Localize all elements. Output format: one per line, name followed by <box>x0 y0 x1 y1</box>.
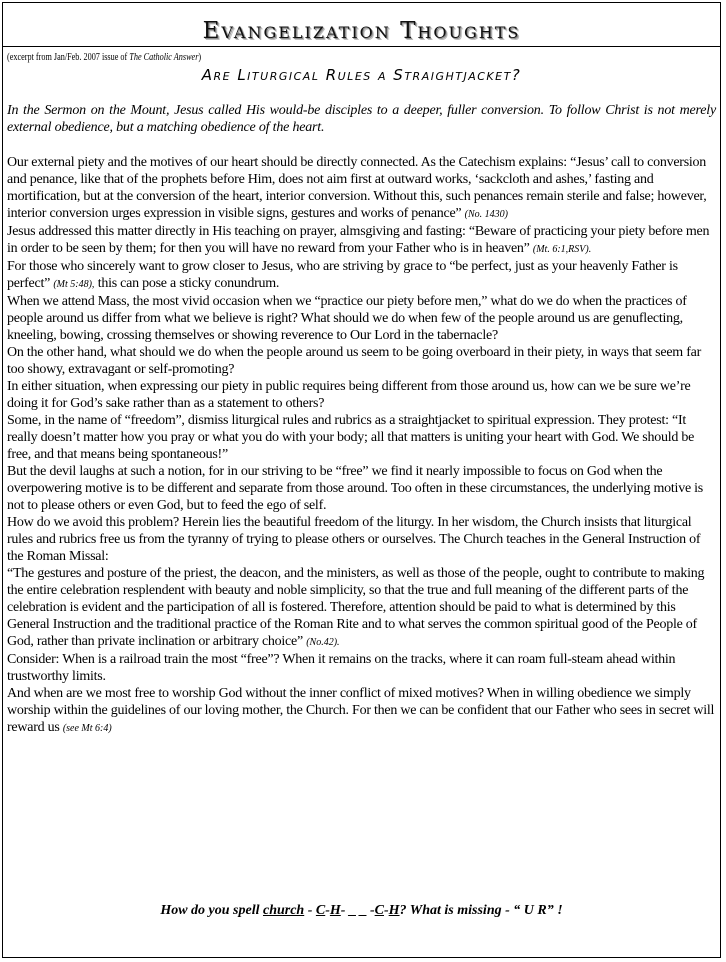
article-body <box>7 154 716 737</box>
excerpt-suffix: ) <box>198 52 202 63</box>
masthead <box>3 3 720 47</box>
article-paragraph: But the devil laughs at such a notion, for in our striving to be “free” we find it nearly impossible to focus on God when the overpowering motive is to be different and separate from those around. Too often in these circumstances, the underlying motive is not to please others or even God, but to feed the ego of self. <box>7 464 703 513</box>
article-paragraph: In either situation, when expressing our piety in public requires being different from those around us, how can we be sure we’re doing it for God’s sake rather than as a statement to others? <box>7 379 691 411</box>
article-paragraph: “The gestures and posture of the priest, the deacon, and the ministers, as well as those of the people, ought to contribute to making the entire celebration resplendent with beauty and noble simplicity, so that the true and full meaning of the different parts of the celebration is evident and the participation of all is fostered. Therefore, attention should be paid to what is determined by this General Instruction and the traditional practice of the Roman Rite and to what serves the common spiritual good of the People of God, rather than private inclination or arbitrary choice” (No.42). <box>7 566 705 649</box>
article-paragraph: On the other hand, what should we do when the people around us seem to be going overboard in their piety, in ways that seem far too showy, extravagant or self-promoting? <box>7 345 701 377</box>
excerpt-source: The Catholic Answer <box>129 52 199 63</box>
article-title: Are Liturgical Rules a Straightjacket? <box>201 66 522 84</box>
article-paragraph: When we attend Mass, the most vivid occasion when we “practice our piety before men,” what do we do when the practices of people around us differ from what we believe is right? What should we do when few of the people around us are genuflecting, kneeling, bowing, crossing themselves or showing reverence to Our Lord in the tabernacle? <box>7 294 687 343</box>
article-content <box>3 47 720 737</box>
article-paragraph: Our external piety and the motives of our heart should be directly connected. As the Catechism explains: “Jesus’ call to conversion and penance, like that of the prophets before Him, does not aim first at outward works, ‘sackcloth and ashes,’ fasting and mortification, but at the conversion of the heart, interior conversion. Without this, such penances remain sterile and false; however, interior conversion urges expression in visible signs, gestures and works of penance” (No. 1430) <box>7 155 707 221</box>
article-paragraph: And when are we most free to worship God without the inner conflict of mixed motives? When in willing obedience we simply worship within the guidelines of our loving mother, the Church. For then we can be confident that our Father who sees in secret will reward us (see Mt 6:4) <box>7 686 715 735</box>
article-paragraph: Jesus addressed this matter directly in His teaching on prayer, almsgiving and fasting: “Beware of practicing your piety before men in order to be seen by them; for then you will have no reward from your Father who is in heaven” (Mt. 6:1,RSV). <box>7 224 710 256</box>
riddle-word: church <box>262 903 305 918</box>
article-paragraph: How do we avoid this problem? Herein lies the beautiful freedom of the liturgy. In her wisdom, the Church insists that liturgical rules and rubrics free us from the tyranny of trying to please others or ourselves. The Church teaches in the General Instruction of the Roman Missal: <box>7 515 701 564</box>
article-intro: In the Sermon on the Mount, Jesus called His would-be disciples to a deeper, fuller conversion. To follow Christ is not merely external obedience, but a matching obedience of the heart. <box>7 103 716 135</box>
article-paragraph: Some, in the name of “freedom”, dismiss liturgical rules and rubrics as a straightjacket to spiritual expression. They protest: “It really doesn’t matter how you pray or what you do with your body; all that matters is uniting your heart with God. We should be free, and that means being spontaneous!” <box>7 413 695 462</box>
article-paragraph: Consider: When is a railroad train the most “free”? When it remains on the tracks, where it can roam full-steam ahead within trustworthy limits. <box>7 652 676 684</box>
excerpt-note <box>7 51 705 64</box>
excerpt-prefix: (excerpt from Jan/Feb. 2007 issue of <box>7 52 130 63</box>
masthead-title: Evangelization Thoughts <box>202 18 521 44</box>
article-paragraph: For those who sincerely want to grow closer to Jesus, who are striving by grace to “be perfect, just as your heavenly Father is perfect” (Mt 5:48), this can pose a sticky conundrum. <box>7 259 678 291</box>
newsletter-page <box>2 2 721 958</box>
closing-riddle: How do you spell church - C-H- _ _ -C-H? What is missing - “ U R” ! <box>160 903 563 918</box>
